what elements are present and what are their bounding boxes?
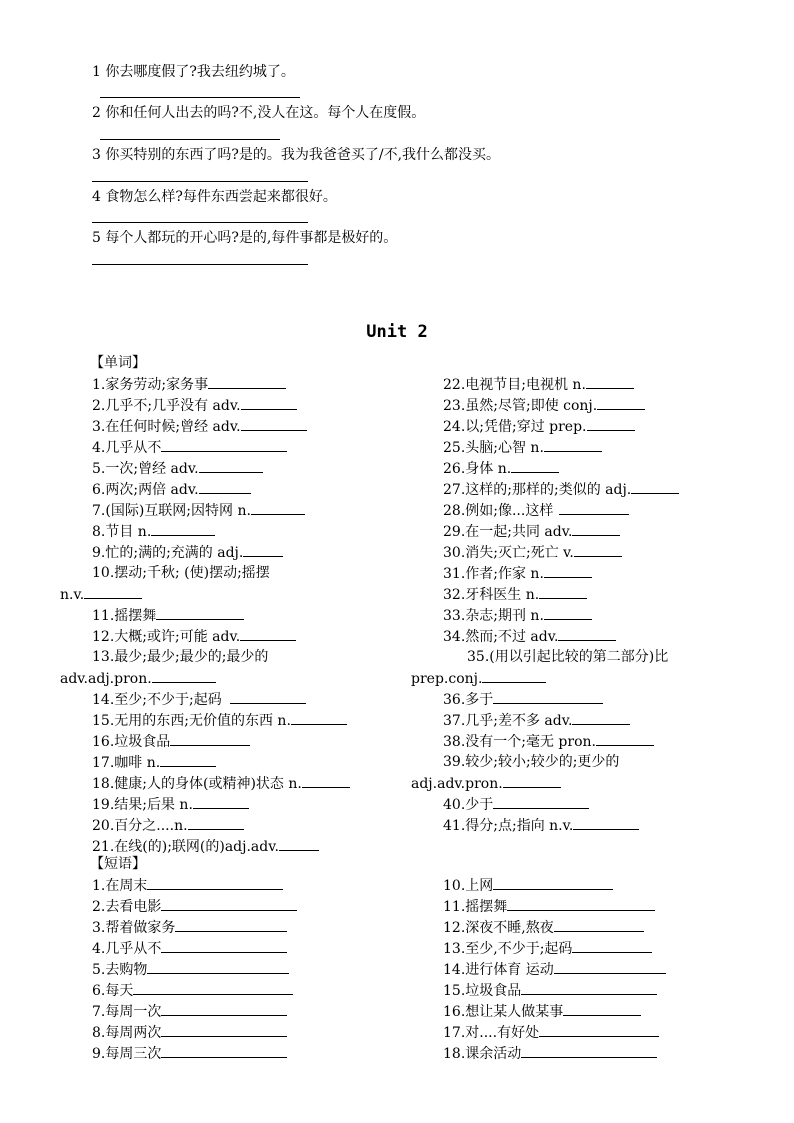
- phrase-item: 9.每周三次: [92, 1044, 287, 1062]
- vocab-item: 38.没有一个;毫无 pron.: [443, 732, 654, 750]
- question-4: 4 食物怎么样?每件东西尝起来都很好。: [92, 189, 337, 205]
- answer-blank[interactable]: [161, 438, 287, 452]
- answer-blank[interactable]: [279, 837, 319, 851]
- answer-blank[interactable]: [596, 732, 654, 746]
- phrase-item: 16.想让某人做某事: [443, 1002, 641, 1020]
- answer-blank[interactable]: [559, 501, 629, 515]
- vocab-item: 1.家务劳动;家务事: [92, 375, 286, 393]
- vocab-item: 7.(国际)互联网;因特网 n.: [92, 501, 305, 519]
- answer-blank[interactable]: [151, 522, 215, 536]
- question-5: 5 每个人都玩的开心吗?是的,每件事都是极好的。: [92, 230, 398, 246]
- vocab-item: 13.最少;最少;最少的;最少的: [92, 649, 269, 665]
- answer-blank[interactable]: [147, 960, 289, 974]
- vocab-item: 12.大概;或许;可能 adv.: [92, 627, 296, 645]
- phrase-item: 11.摇摆舞: [443, 897, 655, 915]
- vocab-item: 40.少于: [443, 795, 589, 813]
- vocab-item: n.v.: [60, 585, 142, 603]
- vocab-item: 3.在任何时候;曾经 adv.: [92, 417, 307, 435]
- phrase-item: 1.在周末: [92, 876, 283, 894]
- vocab-item: 20.百分之....n.: [92, 816, 244, 834]
- vocab-item: 28.例如;像...这样: [443, 501, 629, 519]
- answer-blank[interactable]: [493, 795, 589, 809]
- answer-blank[interactable]: [586, 375, 634, 389]
- phrase-item: 12.深夜不睡,熬夜: [443, 918, 644, 936]
- answer-line-4[interactable]: [92, 222, 308, 223]
- answer-blank[interactable]: [291, 711, 347, 725]
- answer-blank[interactable]: [493, 876, 613, 890]
- vocab-item: 35.(用以引起比较的第二部分)比: [467, 649, 669, 665]
- answer-blank[interactable]: [558, 627, 616, 641]
- answer-blank[interactable]: [597, 396, 645, 410]
- answer-blank[interactable]: [161, 939, 287, 953]
- phrase-item: 6.每天: [92, 981, 293, 999]
- answer-blank[interactable]: [161, 1023, 287, 1037]
- vocab-item: 26.身体 n.: [443, 459, 559, 477]
- vocab-item: 32.牙科医生 n.: [443, 585, 587, 603]
- answer-blank[interactable]: [521, 981, 657, 995]
- answer-blank[interactable]: [572, 939, 652, 953]
- vocab-item: 25.头脑;心智 n.: [443, 438, 602, 456]
- answer-blank[interactable]: [554, 960, 666, 974]
- vocab-item: 37.几乎;差不多 adv.: [443, 711, 630, 729]
- vocab-item: 23.虽然;尽管;即使 conj.: [443, 396, 645, 414]
- vocab-item: 34.然而;不过 adv.: [443, 627, 616, 645]
- phrase-item: 3.帮着做家务: [92, 918, 287, 936]
- answer-blank[interactable]: [133, 981, 293, 995]
- vocab-item: 39.较少;较小;较少的;更少的: [443, 754, 620, 770]
- vocab-item: 33.杂志;期刊 n.: [443, 606, 592, 624]
- vocab-item: adj.adv.pron.: [411, 774, 561, 792]
- question-1: 1 你去哪度假了?我去纽约城了。: [92, 64, 295, 80]
- answer-blank[interactable]: [251, 501, 305, 515]
- answer-blank[interactable]: [544, 606, 592, 620]
- vocab-item: 14.至少;不少于;起码: [92, 690, 306, 708]
- answer-blank[interactable]: [199, 480, 251, 494]
- answer-blank[interactable]: [507, 897, 655, 911]
- vocab-item: 11.摇摆舞: [92, 606, 244, 624]
- answer-blank[interactable]: [563, 1002, 641, 1016]
- vocab-item: 2.几乎不;几乎没有 adv.: [92, 396, 297, 414]
- question-3: 3 你买特别的东西了吗?是的。我为我爸爸买了/不,我什么都没买。: [92, 147, 501, 163]
- vocab-item: prep.conj.: [411, 669, 546, 687]
- vocab-item: 41.得分;点;指向 n.v.: [443, 816, 639, 834]
- answer-blank[interactable]: [544, 438, 602, 452]
- vocab-item: 8.节目 n.: [92, 522, 215, 540]
- phrase-item: 5.去购物: [92, 960, 289, 978]
- vocab-item: 15.无用的东西;无价值的东西 n.: [92, 711, 347, 729]
- answer-blank[interactable]: [539, 1023, 659, 1037]
- answer-blank[interactable]: [175, 918, 287, 932]
- answer-blank[interactable]: [539, 585, 587, 599]
- vocab-heading: 【单词】: [90, 355, 146, 371]
- vocab-item: 31.作者;作家 n.: [443, 564, 592, 582]
- phrase-item: 13.至少,不少于;起码: [443, 939, 652, 957]
- answer-blank[interactable]: [521, 1044, 657, 1058]
- phrase-item: 7.每周一次: [92, 1002, 287, 1020]
- answer-blank[interactable]: [170, 732, 250, 746]
- answer-line-2[interactable]: [100, 139, 280, 140]
- answer-blank[interactable]: [544, 564, 592, 578]
- answer-blank[interactable]: [208, 375, 286, 389]
- vocab-item: 4.几乎从不: [92, 438, 287, 456]
- phrase-item: 2.去看电影: [92, 897, 297, 915]
- vocab-item: 29.在一起;共同 adv.: [443, 522, 620, 540]
- unit-title: Unit 2: [366, 322, 428, 342]
- answer-blank[interactable]: [243, 543, 283, 557]
- answer-blank[interactable]: [572, 522, 620, 536]
- vocab-item: 19.结果;后果 n.: [92, 795, 249, 813]
- answer-blank[interactable]: [511, 459, 559, 473]
- answer-blank[interactable]: [161, 1002, 287, 1016]
- phrase-item: 14.进行体育 运动: [443, 960, 666, 978]
- vocab-item: adv.adj.pron.: [60, 669, 216, 687]
- answer-blank[interactable]: [161, 897, 297, 911]
- vocab-item: 36.多于: [443, 690, 603, 708]
- vocab-item: 22.电视节目;电视机 n.: [443, 375, 634, 393]
- answer-blank[interactable]: [241, 396, 297, 410]
- answer-blank[interactable]: [84, 585, 142, 599]
- vocab-item: 30.消失;灭亡;死亡 v.: [443, 543, 622, 561]
- vocab-item: 5.一次;曾经 adv.: [92, 459, 263, 477]
- vocab-item: 17.咖啡 n.: [92, 753, 216, 771]
- answer-blank[interactable]: [631, 480, 679, 494]
- answer-blank[interactable]: [482, 669, 546, 683]
- answer-line-3[interactable]: [92, 181, 308, 182]
- answer-blank[interactable]: [587, 417, 635, 431]
- vocab-item: 9.忙的;满的;充满的 adj.: [92, 543, 283, 561]
- answer-blank[interactable]: [199, 459, 263, 473]
- phrase-item: 15.垃圾食品: [443, 981, 657, 999]
- answer-blank[interactable]: [230, 690, 306, 704]
- answer-blank[interactable]: [302, 774, 350, 788]
- answer-blank[interactable]: [188, 816, 244, 830]
- answer-blank[interactable]: [572, 711, 630, 725]
- vocab-item: 18.健康;人的身体(或精神)状态 n.: [92, 774, 350, 792]
- answer-blank[interactable]: [147, 876, 283, 890]
- vocab-item: 10.摆动;千秋; (使)摆动;摇摆: [92, 565, 270, 581]
- phrase-item: 10.上网: [443, 876, 613, 894]
- answer-blank[interactable]: [503, 774, 561, 788]
- answer-blank[interactable]: [240, 627, 296, 641]
- phrase-item: 8.每周两次: [92, 1023, 287, 1041]
- answer-blank[interactable]: [493, 690, 603, 704]
- answer-blank[interactable]: [241, 417, 307, 431]
- answer-blank[interactable]: [573, 816, 639, 830]
- vocab-item: 16.垃圾食品: [92, 732, 250, 750]
- phrase-item: 17.对....有好处: [443, 1023, 659, 1041]
- vocab-item: 6.两次;两倍 adv.: [92, 480, 251, 498]
- answer-blank[interactable]: [156, 606, 244, 620]
- vocab-item: 24.以;凭借;穿过 prep.: [443, 417, 635, 435]
- question-2: 2 你和任何人出去的吗?不,没人在这。每个人在度假。: [92, 105, 426, 121]
- vocab-item: 27.这样的;那样的;类似的 adj.: [443, 480, 679, 498]
- phrase-item: 4.几乎从不: [92, 939, 287, 957]
- answer-blank[interactable]: [160, 753, 216, 767]
- answer-blank[interactable]: [574, 543, 622, 557]
- phrase-heading: 【短语】: [90, 856, 146, 872]
- answer-blank[interactable]: [193, 795, 249, 809]
- answer-blank[interactable]: [161, 1044, 287, 1058]
- answer-line-1[interactable]: [100, 97, 300, 98]
- answer-blank[interactable]: [152, 669, 216, 683]
- answer-blank[interactable]: [554, 918, 644, 932]
- answer-line-5[interactable]: [92, 264, 308, 265]
- vocab-item: 21.在线(的);联网(的)adj.adv.: [92, 837, 319, 855]
- phrase-item: 18.课余活动: [443, 1044, 657, 1062]
